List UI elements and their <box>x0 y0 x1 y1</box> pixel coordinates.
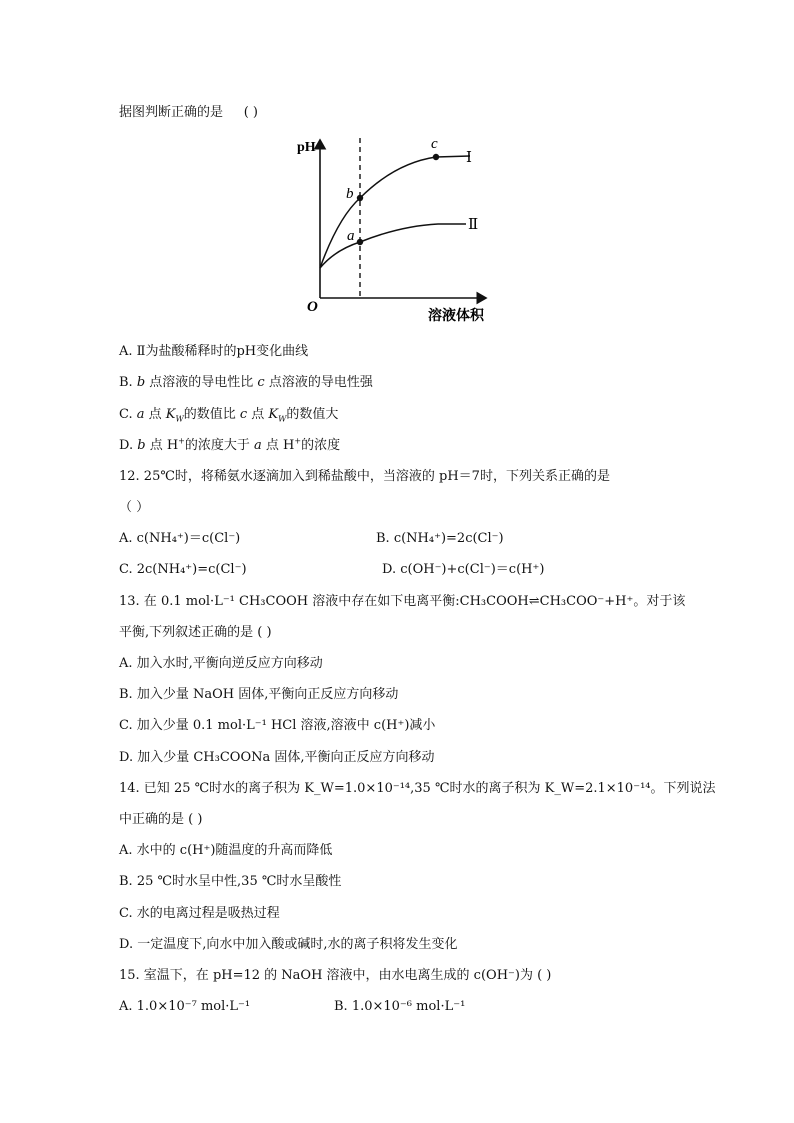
q14-stem-line2: 中正确的是 ( ) <box>119 812 203 827</box>
text: 点 H <box>261 438 295 453</box>
kw-symbol: K <box>165 407 176 422</box>
kw-subscript: W <box>278 414 287 424</box>
point-a-label: a <box>347 228 355 244</box>
q14-option-c[interactable]: C. 水的电离过程是吸热过程 <box>119 906 280 921</box>
text: 点溶液的导电性比 <box>145 375 258 390</box>
text: 点 <box>247 407 269 422</box>
q11-option-c[interactable] <box>119 406 338 424</box>
var-a: a <box>254 438 262 453</box>
q11-answer-paren: ( ) <box>243 105 258 120</box>
q13-option-c[interactable]: C. 加入少量 0.1 mol·L⁻¹ HCl 溶液,溶液中 c(H⁺)减小 <box>119 718 436 733</box>
superscript: + <box>178 436 185 446</box>
q11-option-a-text: A. Ⅱ为盐酸稀释时的pH变化曲线 <box>119 344 309 359</box>
q11-option-a[interactable] <box>119 343 308 361</box>
origin-label: O <box>307 299 318 315</box>
q14-option-d[interactable]: D. 一定温度下,向水中加入酸或碱时,水的离子积将发生变化 <box>119 937 458 952</box>
var-b: b <box>136 375 146 390</box>
text: 点 <box>144 407 166 422</box>
var-b: b <box>137 438 146 453</box>
text: 的浓度大于 <box>184 438 255 453</box>
kw-symbol: K <box>268 407 279 422</box>
q12-option-c[interactable]: C. 2c(NH₄⁺)=c(Cl⁻) <box>119 562 247 577</box>
text: 的浓度 <box>301 438 341 453</box>
q14-option-a[interactable]: A. 水中的 c(H⁺)随温度的升高而降低 <box>119 843 333 858</box>
text: 点溶液的导电性强 <box>264 375 373 390</box>
q12-option-b[interactable]: B. c(NH₄⁺)=2c(Cl⁻) <box>376 531 504 546</box>
q12-option-d[interactable]: D. c(OH⁻)+c(Cl⁻)＝c(H⁺) <box>382 562 545 577</box>
q13-stem-line2: 平衡,下列叙述正确的是 ( ) <box>119 625 272 640</box>
var-c: c <box>257 375 265 390</box>
q13-option-d[interactable]: D. 加入少量 CH₃COONa 固体,平衡向正反应方向移动 <box>119 750 435 765</box>
q14-stem-line1: 14. 已知 25 ℃时水的离子积为 K_W=1.0×10⁻¹⁴,35 ℃时水的离子积为 K_W=2.1×10⁻¹⁴。下列说法 <box>119 781 716 796</box>
point-a-dot <box>357 239 363 245</box>
q15-option-a[interactable]: A. 1.0×10⁻⁷ mol·L⁻¹ <box>119 999 251 1014</box>
superscript: + <box>294 436 302 446</box>
q11-option-b[interactable] <box>119 374 373 392</box>
kw-subscript: W <box>175 414 184 424</box>
q12-answer-paren: （ ） <box>119 500 150 515</box>
point-b-label: b <box>346 186 354 202</box>
q11-stem-text: 据图判断正确的是 <box>119 105 224 120</box>
q13-option-b[interactable]: B. 加入少量 NaOH 固体,平衡向正反应方向移动 <box>119 687 399 702</box>
text: 的数值比 <box>183 407 240 422</box>
curve-II <box>320 224 466 268</box>
curve-I-label: Ⅰ <box>466 150 472 166</box>
point-c-label: c <box>431 136 438 152</box>
text: 的数值大 <box>286 407 339 422</box>
x-axis-label: 溶液体积 <box>428 309 484 324</box>
y-axis-label: pH <box>297 140 316 155</box>
q13-stem-line1: 13. 在 0.1 mol·L⁻¹ CH₃COOH 溶液中存在如下电离平衡:CH₃COOH⇌CH₃COO⁻+H⁺。对于该 <box>119 594 686 609</box>
text: 点 H <box>145 438 179 453</box>
q15-option-b[interactable]: B. 1.0×10⁻⁶ mol·L⁻¹ <box>334 999 466 1014</box>
ph-dilution-graph <box>290 128 510 328</box>
q12-option-a[interactable]: A. c(NH₄⁺)＝c(Cl⁻) <box>119 531 241 546</box>
var-c: c <box>239 407 248 422</box>
q11-stem <box>119 104 258 122</box>
text: C. <box>119 407 137 422</box>
point-b-dot <box>357 195 363 201</box>
q12-stem: 12. 25℃时，将稀氨水逐滴加入到稀盐酸中，当溶液的 pH＝7时，下列关系正确的是 <box>119 469 610 484</box>
q14-option-b[interactable]: B. 25 ℃时水呈中性,35 ℃时水呈酸性 <box>119 874 342 889</box>
curve-II-label: Ⅱ <box>468 217 479 233</box>
var-a: a <box>136 407 145 422</box>
text: D. <box>119 438 138 453</box>
q13-option-a[interactable]: A. 加入水时,平衡向逆反应方向移动 <box>119 656 323 671</box>
q11-option-d[interactable] <box>119 437 340 455</box>
q15-stem: 15. 室温下，在 pH=12 的 NaOH 溶液中，由水电离生成的 c(OH⁻)为 ( ) <box>119 968 552 983</box>
curve-I <box>320 156 470 268</box>
point-c-dot <box>433 154 439 160</box>
text: B. <box>119 375 137 390</box>
